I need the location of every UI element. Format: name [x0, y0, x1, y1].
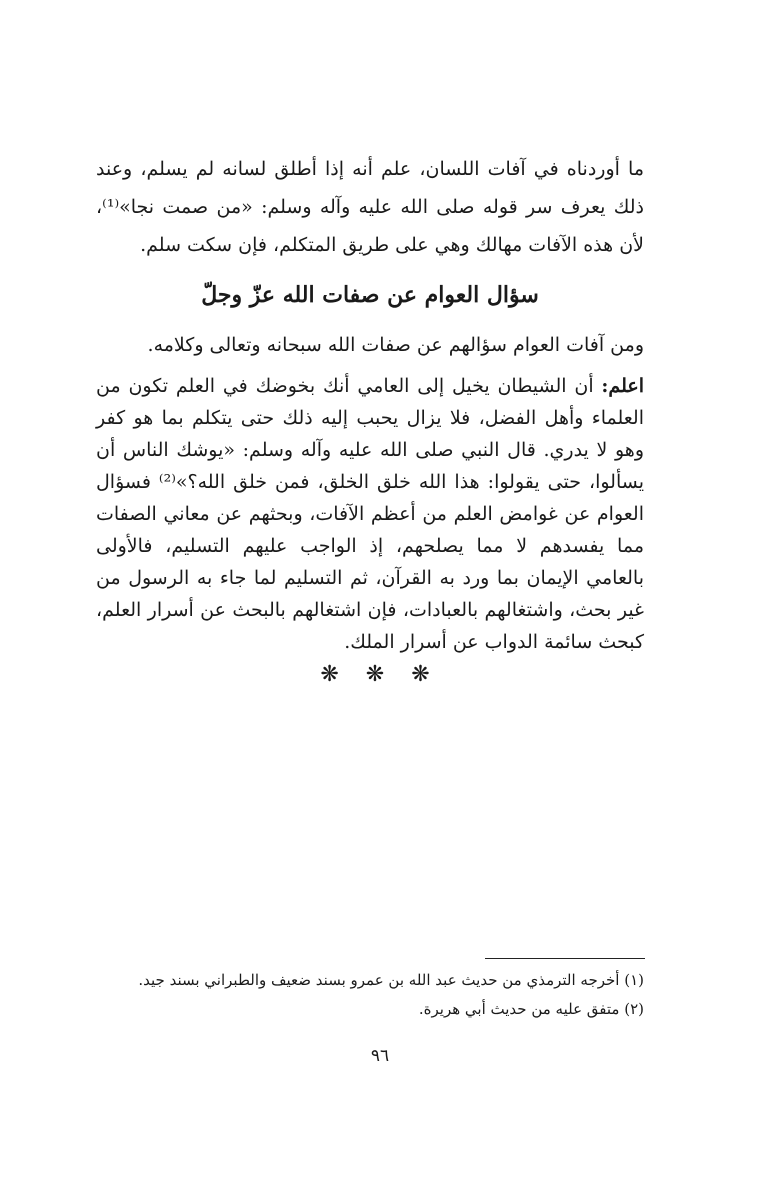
footnotes — [96, 966, 644, 1024]
paragraph-lead-word: اعلم: — [601, 375, 644, 397]
footnote-2: (٢) متفق عليه من حديث أبي هريرة. — [418, 1000, 644, 1018]
paragraph-body: أن الشيطان يخيل إلى العامي أنك بخوضك في العلم تكون من العلماء وأهل الفضل، فلا يزال يحبب إليه ذلك حتى يتكلم بما هو كفر وهو لا يدري. قال النبي صلى الله عليه وآله وسلم: «يوشك الناس أن يسألوا، حتى يقولوا: هذا الله خلق الخلق، فمن خلق الله؟»⁽²⁾ فسؤال العوام عن غوامض العلم من أعظم الآفات، وبحثهم عن معاني الصفات مما يفسدهم لا مما يصلحهم، إذ الواجب عليهم التسليم، فالأولى بالعامي الإيمان بما ورد به القرآن، ثم التسليم لما جاء به الرسول من غير بحث، واشتغالهم بالعبادات، فإن اشتغالهم بالبحث عن أسرار العلم، كبحث سائمة الدواب عن أسرار الملك. — [96, 375, 644, 653]
main-paragraph — [96, 370, 644, 658]
footnote-divider — [485, 958, 645, 959]
footnote-1: (١) أخرجه الترمذي من حديث عبد الله بن عمرو بسند ضعيف والطبراني بسند جيد. — [138, 971, 644, 989]
section-intro-paragraph: ومن آفات العوام سؤالهم عن صفات الله سبحانه وتعالى وكلامه. — [147, 334, 644, 356]
section-heading: سؤال العوام عن صفات الله عزّ وجلّ — [201, 282, 539, 308]
page-number: ٩٦ — [370, 1046, 390, 1066]
section-separator: ❋ ❋ ❋ — [320, 662, 440, 687]
intro-paragraph: ما أوردناه في آفات اللسان، علم أنه إذا أطلق لسانه لم يسلم، وعند ذلك يعرف سر قوله صلى الله عليه وآله وسلم: «من صمت نجا»⁽¹⁾، لأن هذه الآفات مهالك وهي على طريق المتكلم، فإن سكت سلم. — [96, 158, 644, 256]
